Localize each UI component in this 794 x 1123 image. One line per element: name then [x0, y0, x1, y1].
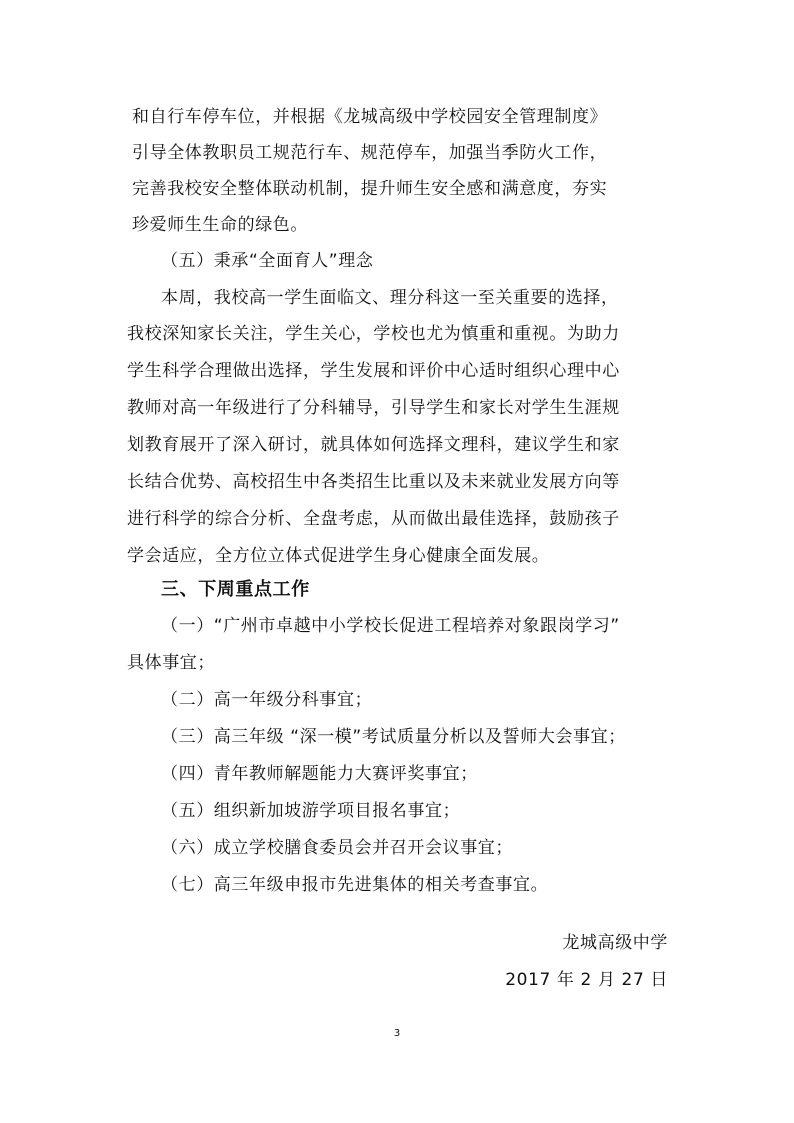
next-week-item-2: （二）高一年级分科事宜； — [161, 690, 373, 710]
next-week-item-7: （七）高三年级申报市先进集体的相关考查事宜。 — [161, 875, 549, 895]
body-line-10: 划教育展开了深入研讨，就具体如何选择文理科，建议学生和家 — [127, 435, 620, 455]
next-week-item-1-line-2: 具体事宜； — [127, 653, 215, 673]
body-line-4: 珍爱师生生命的绿色。 — [132, 215, 308, 235]
next-week-item-4: （四）青年教师解题能力大赛评奖事宜； — [161, 764, 478, 784]
body-line-13: 学会适应，全方位立体式促进学生身心健康全面发展。 — [127, 546, 550, 566]
body-line-2: 引导全体教职员工规范行车、规范停车，加强当季防火工作， — [132, 143, 608, 163]
next-week-item-3: （三）高三年级 “深一模”考试质量分析以及誓师大会事宜； — [161, 727, 626, 747]
section-heading-three: 三、下周重点工作 — [161, 579, 310, 600]
signature-school: 龙城高级中学 — [562, 933, 668, 953]
body-line-11: 长结合优势、高校招生中各类招生比重以及未来就业发展方向等 — [127, 472, 620, 492]
next-week-item-1-line-1: （一）“广州市卓越中小学校长促进工程培养对象跟岗学习” — [161, 616, 620, 636]
page-number: 3 — [393, 1028, 401, 1039]
section-heading-five: （五）秉承“全面育人”理念 — [161, 251, 374, 271]
body-line-1: 和自行车停车位，并根据《龙城高级中学校园安全管理制度》 — [132, 107, 608, 127]
next-week-item-5: （五）组织新加坡游学项目报名事宜； — [161, 801, 461, 821]
next-week-item-6: （六）成立学校膳食委员会并召开会议事宜； — [161, 838, 513, 858]
signature-date: 2017 年 2 月 27 日 — [505, 970, 668, 990]
body-line-9: 教师对高一年级进行了分科辅导，引导学生和家长对学生生涯规 — [127, 398, 620, 418]
body-line-12: 进行科学的综合分析、全盘考虑，从而做出最佳选择，鼓励孩子 — [127, 509, 620, 529]
body-line-3: 完善我校安全整体联动机制，提升师生安全感和满意度，夯实 — [132, 179, 608, 199]
body-line-8: 学生科学合理做出选择，学生发展和评价中心适时组织心理中心 — [127, 361, 620, 381]
body-line-6: 本周，我校高一学生面临文、理分科这一至关重要的选择， — [161, 288, 619, 308]
body-line-7: 我校深知家长关注，学生关心，学校也尤为慎重和重视。为助力 — [127, 324, 620, 344]
